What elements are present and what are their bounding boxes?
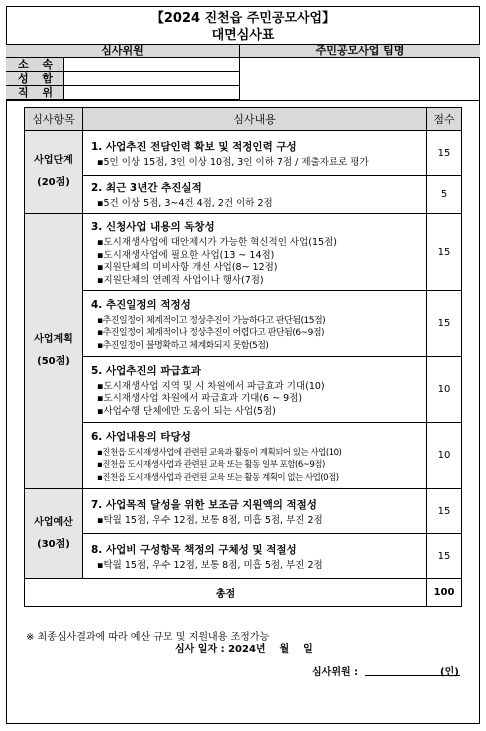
item-bullet: ▪사업수행 단체에만 도움이 되는 사업(5점)	[97, 405, 276, 417]
reviewer-header: 심사위원	[6, 44, 239, 58]
info-divider	[239, 58, 240, 101]
item-score: 15	[427, 214, 462, 291]
item-bullet: ▪추진일정이 체계적이나 정상추진이 어렵다고 판단됨(6~9점)	[97, 328, 325, 339]
item-5	[83, 357, 427, 423]
item-bullet: ▪5인 이상 15점, 3인 이상 10점, 3인 이하 7점 / 제출자료로 평가	[97, 156, 369, 168]
item-6	[83, 423, 427, 489]
item-2	[83, 176, 427, 214]
position-row	[6, 86, 239, 100]
seal-mark: (인)	[440, 667, 459, 678]
item-7	[83, 489, 427, 534]
item-1	[83, 131, 427, 176]
name-row	[6, 72, 239, 86]
item-bullet: ▪도시재생사업 지역 및 시 차원에서 파급효과 기대(10)	[97, 380, 325, 392]
item-bullet: ▪도시재생사업에 필요한 사업(13 ~ 14점)	[97, 249, 275, 261]
item-score: 15	[427, 489, 462, 534]
item-bullet: ▪진천읍 도시재생사업에 관련된 교육과 활동이 계획되어 있는 사업(10)	[97, 447, 342, 458]
item-title: 3. 신청사업 내용의 독창성	[91, 221, 215, 233]
category-stage-label: 사업단계	[34, 155, 73, 166]
item-score: 10	[427, 423, 462, 489]
item-bullet: ▪도시재생사업에 대안제시가 가능한 혁신적인 사업(15점)	[97, 237, 337, 248]
item-bullet: ▪지원단체의 미비사항 개선 사업(8~ 12점)	[97, 262, 278, 273]
category-budget-label: 사업예산	[34, 516, 73, 528]
category-stage-points: (20점)	[37, 177, 70, 188]
affiliation-label: 소 속	[6, 58, 64, 71]
item-bullet: ▪추진일정이 체계적이고 정상추진이 가능하다고 판단됨(15점)	[97, 315, 326, 326]
item-score: 5	[427, 176, 462, 214]
col-header-score: 점수	[427, 108, 462, 131]
item-title: 2. 최근 3년간 추진실적	[91, 182, 202, 195]
item-score: 15	[427, 534, 462, 579]
col-header-category: 심사항목	[25, 108, 83, 131]
name-label: 성 함	[6, 72, 64, 85]
item-bullet: ▪진천읍 도시재생사업과 관련된 교육 또는 활동 일부 포함(6~9점)	[97, 460, 325, 471]
item-title: 6. 사업내용의 타당성	[91, 430, 191, 443]
item-bullet: ▪추진일정이 불명확하고 체계화되지 못함(5점)	[97, 340, 269, 351]
review-date: 심사 일자 : 2024년 월 일	[175, 644, 313, 655]
item-3	[83, 214, 427, 291]
reviewer-signature-label: 심사위원 :	[312, 667, 359, 678]
total-score: 100	[427, 579, 462, 607]
category-plan-points: (50점)	[37, 356, 70, 367]
item-bullet: ▪5건 이상 5점, 3~4건 4점, 2건 이하 2점	[97, 198, 273, 210]
team-header: 주민공모사업 팀명	[239, 44, 480, 58]
item-bullet: ▪도시재생사업 차원에서 파급효과 기대(6 ~ 9점)	[97, 393, 303, 405]
footnote: ※ 최종심사결과에 따라 예산 규모 및 지원내용 조정가능	[26, 632, 270, 643]
total-label: 총점	[25, 579, 427, 607]
position-label: 직 위	[6, 86, 64, 99]
info-bottom-line	[6, 100, 480, 101]
item-title: 4. 추진일정의 적정성	[91, 298, 191, 311]
item-score: 15	[427, 131, 462, 176]
item-bullet: ▪진천읍 도시재생사업과 관련된 교육 또는 활동 계획이 없는 사업(0점)	[97, 472, 339, 483]
form-subtitle: 대면심사표	[211, 28, 275, 43]
category-plan-label: 사업계획	[34, 334, 73, 345]
category-stage	[25, 131, 83, 214]
form-title: 【2024 진천읍 주민공모사업】	[150, 11, 336, 26]
item-score: 10	[427, 357, 462, 423]
col-header-content: 심사내용	[83, 108, 427, 131]
item-title: 8. 사업비 구성항목 책정의 구체성 및 적절성	[91, 543, 297, 556]
category-plan	[25, 214, 83, 489]
item-bullet: ▪탁월 15점, 우수 12점, 보통 8점, 미흡 5점, 부진 2점	[97, 559, 323, 571]
category-budget-points: (30점)	[37, 538, 70, 550]
item-title: 1. 사업추진 전담인력 확보 및 적정인력 구성	[91, 140, 297, 153]
item-8	[83, 534, 427, 579]
item-bullet: ▪지원단체의 연례적 사업이나 행사(7점)	[97, 274, 264, 286]
item-bullet: ▪탁월 15점, 우수 12점, 보통 8점, 미흡 5점, 부진 2점	[97, 514, 323, 526]
evaluation-table	[24, 107, 462, 607]
item-title: 7. 사업목적 달성을 위한 보조금 지원액의 적절성	[91, 498, 317, 511]
affiliation-row	[6, 58, 239, 72]
item-score: 15	[427, 291, 462, 357]
category-budget	[25, 489, 83, 579]
item-4	[83, 291, 427, 357]
item-title: 5. 사업추진의 파급효과	[91, 364, 201, 377]
